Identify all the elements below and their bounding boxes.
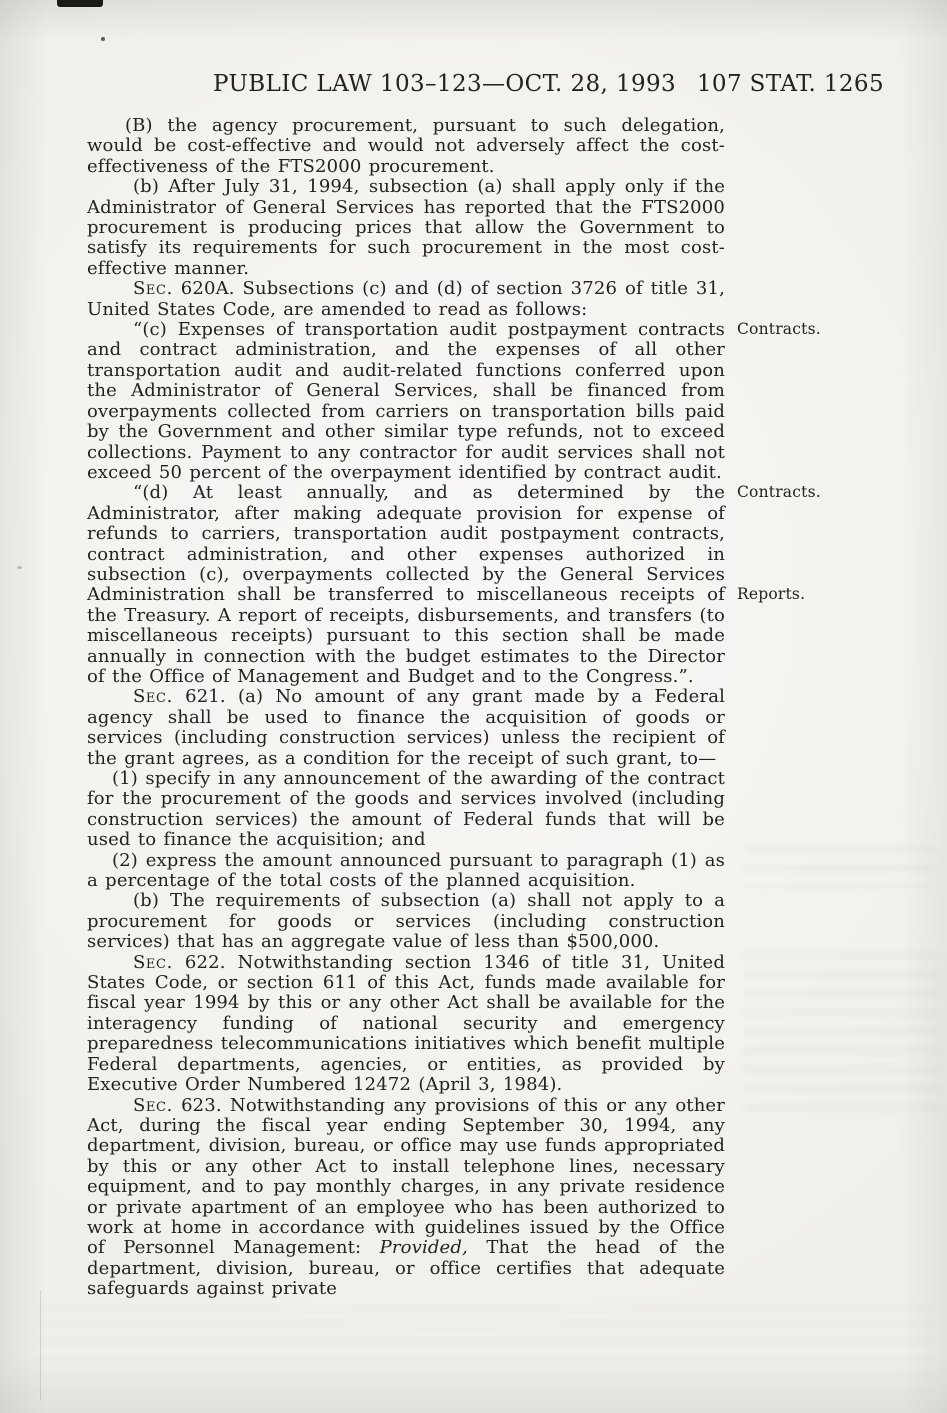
margin-note: Contracts. — [737, 320, 821, 339]
scan-edge-mark — [57, 0, 103, 7]
law-paragraph-sec-621-a-item-1 — [87, 769, 725, 851]
margin-note: Contracts. — [737, 483, 821, 502]
statute-text: (1) specify in any announcement of the awarding of the contract for the procurement of the goods and services involved (including construction services) the amount of Federal funds that will be used to finance the acquisition; and — [87, 768, 725, 851]
scan-speck — [101, 37, 105, 41]
law-paragraph-sec-623 — [87, 1096, 725, 1300]
statute-text: 623. Notwithstanding any provisions of this or any other Act, during the fiscal year ending September 30, 1994, any department, division, bureau, or office may use funds appropriated by this or any other Act to install telephone lines, necessary equipment, and to pay monthly charges, in any private residence or private apartment of an employee who has been authorized to work at home in accordance with guidelines issued by the Office of Personnel Management: — [87, 1094, 725, 1259]
section-heading-label: Sec. — [133, 278, 173, 300]
statute-text: “(d) At least annually, and as determined by the Administrator, after making adequate provision for expense of refunds to carriers, transportation audit postpayment contracts, contract administration, and other expenses authorized in subsection (c), overpayments collected by the General Services Administration shall be transferred to miscellaneous receipts of the Treasury. A report of receipts, disbursements, and transfers (to miscellaneous receipts) pursuant to this section shall be made annually in connection with the budget estimates to the Director of the Office of Management and Budget and to the Congress.”. — [87, 482, 725, 687]
statute-text: That the head of the department, division, bureau, or office certifies that adequate safeguards against private — [87, 1237, 725, 1300]
law-paragraph-clause-B — [87, 116, 725, 177]
statute-text: (B) the agency procurement, pursuant to such delegation, would be cost-effective and would not adversely affect the cost-effectiveness of the FTS2000 procurement. — [87, 115, 725, 177]
running-head-law-title: PUBLIC LAW 103–123—OCT. 28, 1993 — [213, 71, 677, 97]
statute-text-column — [87, 115, 821, 1300]
scan-speck — [17, 566, 22, 569]
section-heading-label: Sec. — [133, 1094, 173, 1116]
section-heading-label: Sec. — [133, 951, 173, 973]
law-paragraph-sec-620A — [87, 279, 725, 320]
statute-text: 620A. Subsections (c) and (d) of section 3726 of title 31, United States Code, are amended to read as follows: — [87, 278, 725, 320]
law-paragraph-sec-621-a — [87, 687, 725, 769]
section-heading-label: Sec. — [133, 686, 173, 708]
running-head-stat-citation: 107 STAT. 1265 — [696, 71, 884, 97]
law-paragraph-quoted-subsection-d — [87, 482, 821, 687]
law-paragraph-sec-621-b — [87, 891, 725, 952]
statute-text: (2) express the amount announced pursuant to paragraph (1) as a percentage of the total costs of the planned acquisition. — [87, 849, 725, 892]
law-paragraph-subsection-b-fts2000 — [87, 177, 725, 279]
law-paragraph-sec-621-a-item-2 — [87, 851, 725, 892]
proviso-italic-text: Provided, — [379, 1237, 468, 1259]
statute-text: 622. Notwithstanding section 1346 of title 31, United States Code, or section 611 of this Act, funds made available for fiscal year 1994 by this or any other Act shall be available for the interagency funding of national security and emergency preparedness telecommunications initiatives which benefit multiple Federal departments, agencies, or entities, as provided by Executive Order Numbered 12472 (April 3, 1984). — [87, 951, 725, 1096]
law-paragraph-quoted-subsection-c — [87, 319, 821, 483]
statute-text: “(c) Expenses of transportation audit postpayment contracts and contract administration, and the expenses of all other transportation audit and audit-related functions conferred upon the Administrator of General Services, shall be financed from overpayments collected from carriers on transportation bills paid by the Government and other similar type refunds, not to exceed collections. Payment to any contractor for audit services shall not exceed 50 percent of the overpayment identified by contract audit. — [87, 319, 725, 483]
statute-text: (b) The requirements of subsection (a) shall not apply to a procurement for goods or services (including construction services) that has an aggregate value of less than $500,000. — [87, 890, 725, 953]
statute-text: (b) After July 31, 1994, subsection (a) shall apply only if the Administrator of General Services has reported that the FTS2000 procurement is producing prices that allow the Government to satisfy its requirements for such procurement in the most cost-effective manner. — [87, 176, 725, 279]
law-paragraph-sec-622 — [87, 953, 725, 1096]
margin-note: Reports. — [737, 585, 806, 604]
scan-crease-line — [40, 1290, 41, 1400]
statute-text: 621. (a) No amount of any grant made by a Federal agency shall be used to finance the acquisition of goods or services (including construction services) unless the recipient of the grant agrees, as a condition for the receipt of such grant, to— — [87, 686, 725, 769]
